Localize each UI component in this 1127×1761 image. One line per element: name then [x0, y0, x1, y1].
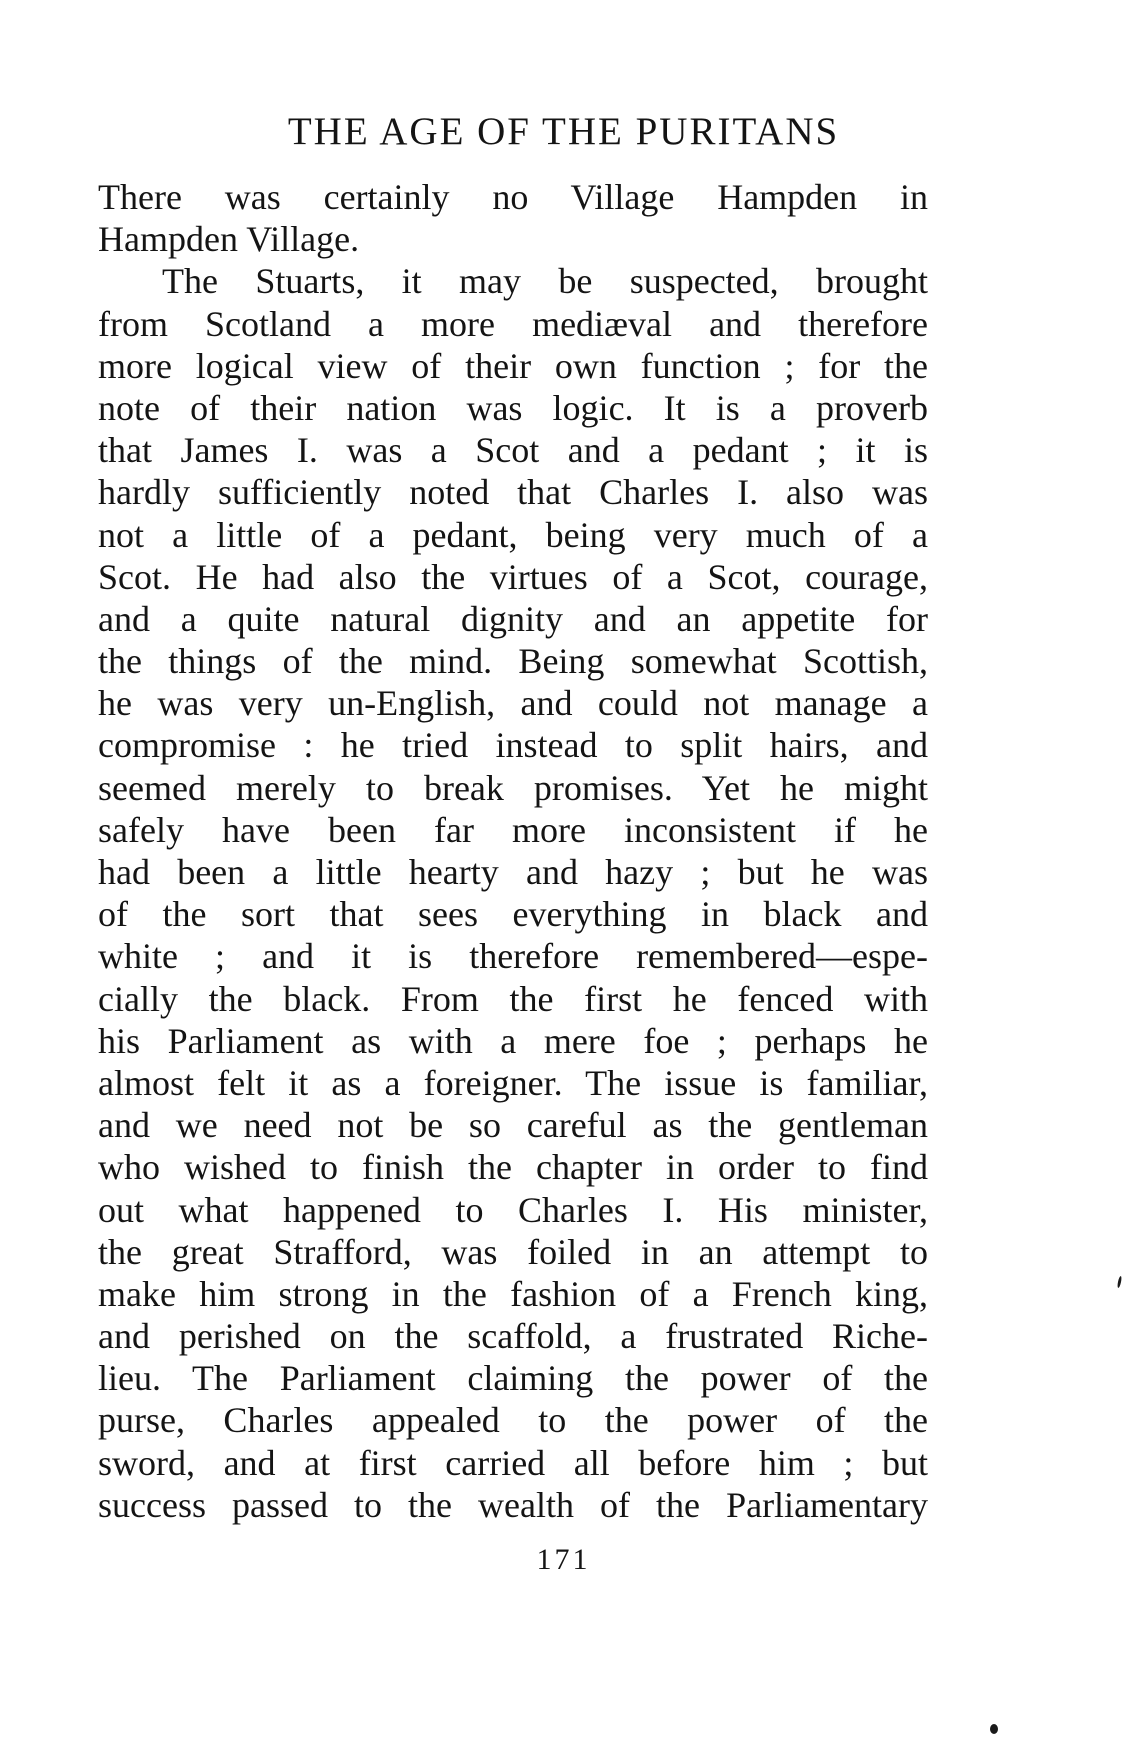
page-body	[98, 176, 928, 1526]
text-line: who wished to finish the chapter in order to find	[98, 1147, 928, 1188]
running-head: THE AGE OF THE PURITANS	[287, 110, 840, 153]
text-line: of the sort that sees everything in black and	[98, 894, 928, 935]
text-line: not a little of a pedant, being very much of a	[98, 514, 928, 555]
text-line: had been a little hearty and hazy ; but he was	[98, 852, 928, 892]
text-line: white ; and it is therefore remembered—espe-	[98, 936, 928, 977]
text-line: more logical view of their own function ; for the	[98, 345, 928, 386]
text-line: his Parliament as with a mere foe ; perhaps he	[98, 1020, 928, 1061]
text-line: and we need not be so careful as the gentleman	[98, 1105, 928, 1146]
text-line: success passed to the wealth of the Parliamentary	[98, 1484, 928, 1525]
text-line: almost felt it as a foreigner. The issue is familiar,	[98, 1062, 928, 1103]
scan-speck	[1117, 1276, 1122, 1288]
text-line: There was certainly no Village Hampden in	[98, 177, 928, 217]
text-line: and a quite natural dignity and an appetite for	[98, 598, 928, 639]
scan-speck	[990, 1724, 998, 1734]
text-line: the great Strafford, was foiled in an attempt to	[98, 1231, 928, 1272]
text-line: out what happened to Charles I. His minister,	[98, 1189, 928, 1230]
text-line: note of their nation was logic. It is a proverb	[98, 387, 928, 428]
text-line: he was very un-English, and could not manage a	[98, 683, 928, 724]
text-line: lieu. The Parliament claiming the power of the	[98, 1358, 928, 1399]
text-line: seemed merely to break promises. Yet he might	[98, 767, 928, 808]
text-line: cially the black. From the first he fenced with	[98, 978, 928, 1019]
text-line: the things of the mind. Being somewhat Scottish,	[98, 641, 928, 682]
text-line: from Scotland a more mediæval and therefore	[98, 303, 928, 344]
text-line: make him strong in the fashion of a French king,	[98, 1273, 928, 1314]
text-line: compromise : he tried instead to split hairs, and	[98, 725, 928, 766]
text-line: safely have been far more inconsistent if he	[98, 809, 928, 850]
text-line: Scot. He had also the virtues of a Scot, courage,	[98, 556, 928, 597]
text-line: and perished on the scaffold, a frustrated Riche-	[98, 1316, 928, 1357]
text-line: that James I. was a Scot and a pedant ; it is	[98, 430, 928, 471]
text-line: hardly sufficiently noted that Charles I. also was	[98, 472, 928, 513]
text-line: The Stuarts, it may be suspected, brought	[162, 261, 928, 302]
page-number: 171	[536, 1543, 591, 1576]
text-line: sword, and at first carried all before him ; but	[98, 1442, 928, 1483]
text-line: Hampden Village.	[98, 219, 360, 260]
text-line: purse, Charles appealed to the power of the	[98, 1400, 928, 1441]
